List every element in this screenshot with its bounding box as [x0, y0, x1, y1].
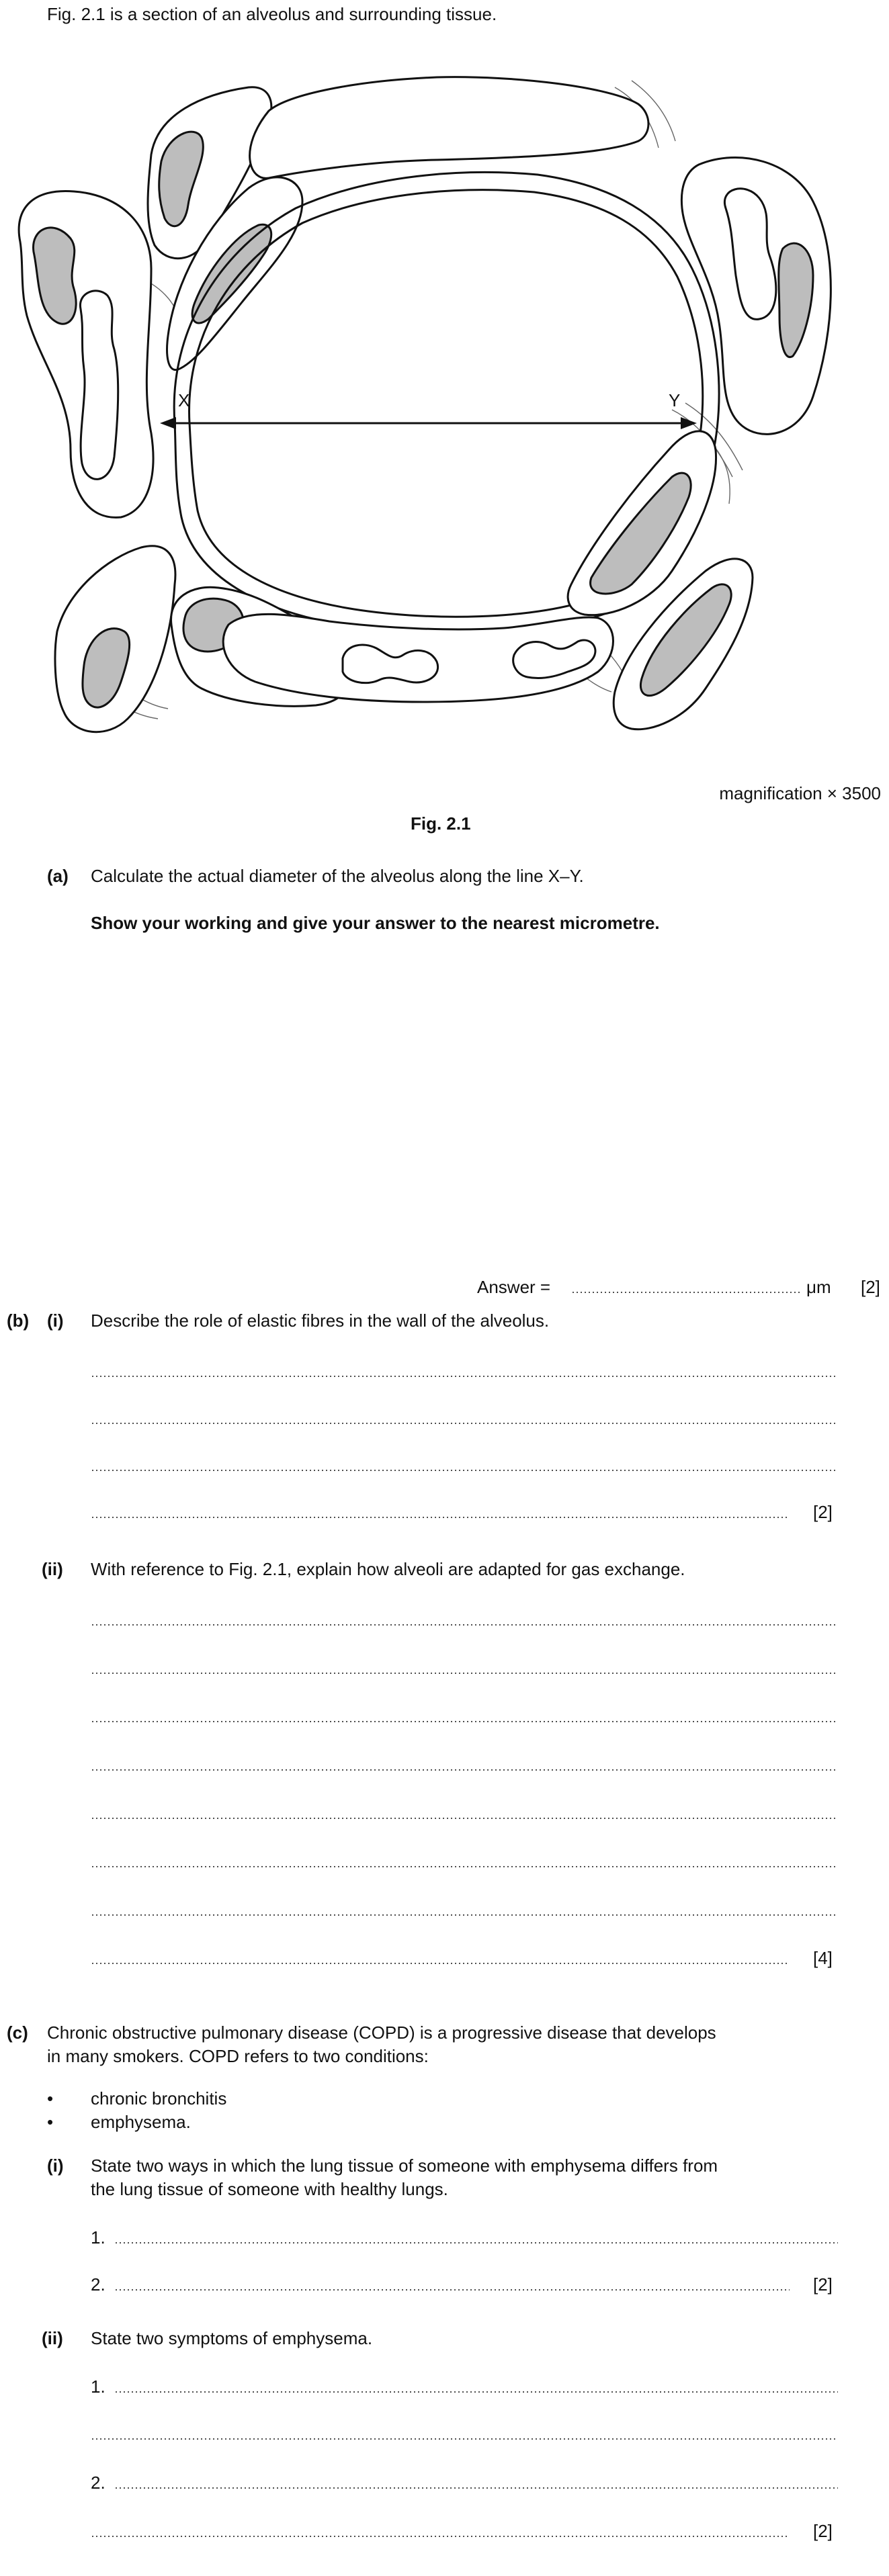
answer-unit: μm [806, 1277, 831, 1297]
answer-line[interactable] [114, 2487, 838, 2489]
epithelial-cell-top [250, 77, 648, 179]
answer-line[interactable] [91, 1769, 838, 1771]
epithelial-cell-left [19, 191, 153, 517]
part-b-ii-label: (ii) [42, 1559, 63, 1579]
answer-prefix: Answer = [477, 1277, 551, 1297]
bullet-mark: • [47, 2112, 54, 2132]
part-a-label: (a) [47, 866, 69, 886]
bullet-item: emphysema. [91, 2112, 191, 2132]
answer-line[interactable] [91, 1517, 790, 1518]
figure-intro: Fig. 2.1 is a section of an alveolus and surrounding tissue. [47, 4, 497, 24]
answer-line[interactable] [91, 2536, 790, 2537]
part-a-question: Calculate the actual diameter of the alveolus along the line X–Y. [91, 866, 584, 886]
answer-number: 1. [91, 2227, 105, 2248]
answer-line[interactable] [91, 1423, 838, 1424]
answer-line[interactable] [91, 1721, 838, 1722]
label-x: X [178, 390, 190, 410]
part-c-i-marks: [2] [813, 2274, 833, 2295]
part-c-i-question-line1: State two ways in which the lung tissue of someone with emphysema differs from [91, 2156, 718, 2176]
bullet-item: chronic bronchitis [91, 2088, 227, 2108]
part-c-ii-marks: [2] [813, 2521, 833, 2541]
answer-line[interactable] [114, 2391, 838, 2393]
part-c-intro-line2: in many smokers. COPD refers to two conditions: [47, 2046, 429, 2066]
part-b-ii-question: With reference to Fig. 2.1, explain how alveoli are adapted for gas exchange. [91, 1559, 685, 1579]
part-b-i-marks: [2] [813, 1502, 833, 1522]
part-c-ii-label: (ii) [42, 2328, 63, 2348]
epithelial-cell-bottom [223, 614, 613, 702]
part-b-i-question: Describe the role of elastic fibres in the wall of the alveolus. [91, 1311, 550, 1331]
epithelial-cell-bottom-left [55, 546, 175, 732]
answer-line[interactable] [91, 1624, 838, 1626]
measurement-line-xy [160, 390, 697, 429]
figure-caption: Fig. 2.1 [411, 813, 471, 834]
answer-line[interactable] [91, 2438, 838, 2440]
answer-line[interactable] [571, 1292, 800, 1293]
bullet-mark: • [47, 2088, 54, 2108]
part-c-i-label: (i) [47, 2156, 64, 2176]
answer-line[interactable] [91, 1376, 838, 1377]
label-y: Y [669, 390, 681, 410]
alveolus-figure [7, 47, 880, 746]
part-b-label: (b) [7, 1311, 30, 1331]
answer-line[interactable] [91, 1673, 838, 1674]
answer-line[interactable] [114, 2242, 838, 2244]
part-c-intro-line1: Chronic obstructive pulmonary disease (COPD) is a progressive disease that develops [47, 2023, 716, 2043]
answer-line[interactable] [91, 1914, 838, 1916]
part-c-label: (c) [7, 2023, 28, 2043]
part-b-ii-marks: [4] [813, 1948, 833, 1968]
magnification-label: magnification × 3500 [719, 783, 881, 803]
answer-line[interactable] [91, 1963, 790, 1964]
part-a-instruction: Show your working and give your answer to the nearest micrometre. [91, 913, 660, 933]
answer-number: 2. [91, 2274, 105, 2295]
part-c-i-question-line2: the lung tissue of someone with healthy lungs. [91, 2179, 448, 2199]
answer-number: 1. [91, 2377, 105, 2397]
answer-line[interactable] [91, 1470, 838, 1471]
answer-line[interactable] [114, 2289, 790, 2291]
answer-line[interactable] [91, 1866, 838, 1867]
part-c-ii-question: State two symptoms of emphysema. [91, 2328, 373, 2348]
answer-line[interactable] [91, 1818, 838, 1819]
part-a-marks: [2] [861, 1277, 880, 1297]
answer-number: 2. [91, 2473, 105, 2493]
part-b-i-label: (i) [47, 1311, 64, 1331]
